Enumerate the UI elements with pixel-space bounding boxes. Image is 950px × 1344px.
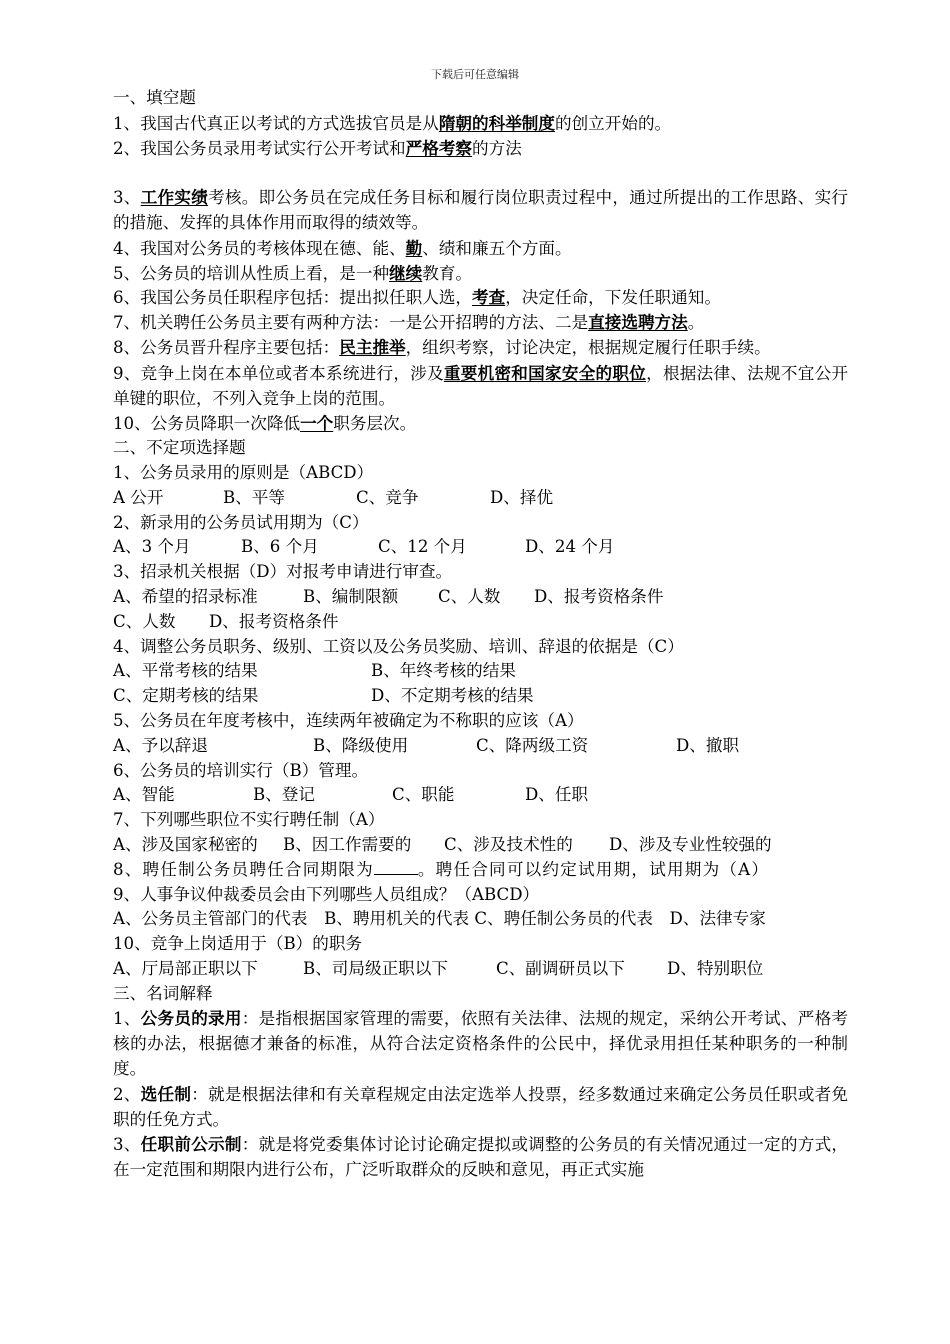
fill-question-3 xyxy=(113,185,848,236)
option: C、职能 xyxy=(392,785,455,805)
option: D、特别职位 xyxy=(667,958,764,978)
choice-question-stem: 9、人事争议仲裁委员会由下列哪些人员组成？（ABCD） xyxy=(113,884,540,904)
choice-options xyxy=(113,610,848,635)
option: A、3 个月 xyxy=(113,537,191,557)
choice-question-stem: 7、下列哪些职位不实行聘任制（A） xyxy=(113,810,385,830)
answer-text: 民主推举 xyxy=(339,336,406,357)
question-text: 6、我国公务员任职程序包括：提出拟任职人选， xyxy=(113,288,473,308)
option: C、副调研员以下 xyxy=(496,958,625,978)
choice-options xyxy=(113,659,848,684)
question-text: ，根据法律、法规不宜公开单键的职位，不列入竞争上岗的范围。 xyxy=(113,363,849,408)
option: B、年终考核的结果 xyxy=(371,661,516,681)
question-text: 8、公务员晋升程序主要包括： xyxy=(113,337,340,357)
question-text: 8、聘任制公务员聘任合同期限为 xyxy=(113,859,374,879)
option: D、报考资格条件 xyxy=(534,586,664,606)
choice-question-stem: 4、调整公务员职务、级别、工资以及公务员奖励、培训、辞退的依据是（C） xyxy=(113,636,684,656)
option: B、登记 xyxy=(253,785,315,805)
fill-question-6 xyxy=(113,285,848,310)
term-name: 任职前公示制 xyxy=(140,1134,242,1155)
option: C、竞争 xyxy=(356,487,419,507)
question-text: ，组织考察，讨论决定，根据规定履行任职手续。 xyxy=(405,337,771,357)
term-name: 选任制 xyxy=(140,1083,192,1104)
section-title: 二、不定项选择题 xyxy=(113,438,246,458)
answer-text: 严格考察 xyxy=(405,137,473,158)
choice-options xyxy=(113,535,848,560)
question-text: 职务层次。 xyxy=(333,414,417,434)
choice-question-stem: 2、新录用的公务员试用期为（C） xyxy=(113,512,369,532)
question-text: 。 xyxy=(687,313,705,333)
question-text: 3、 xyxy=(113,188,141,208)
term-text: ：就是将党委集体讨论讨论确定提拟或调整的公务员的有关情况通过一定的方式，在一定范围和期限内进行公布，广泛听取群众的反映和意见，再正式实施 xyxy=(113,1135,849,1180)
answer-text: 勤 xyxy=(405,237,423,258)
term-name: 公务员的录用 xyxy=(140,1008,242,1029)
term-definition-1 xyxy=(113,1006,848,1081)
section-title: 三、名词解释 xyxy=(113,983,213,1003)
choice-question-stem: 1、公务员录用的原则是（ABCD） xyxy=(113,462,374,482)
answer-text: 考查 xyxy=(472,287,506,308)
option: D、任职 xyxy=(525,785,589,805)
option: C、12 个月 xyxy=(378,537,467,557)
option: B、因工作需要的 xyxy=(283,834,412,854)
option: B、降级使用 xyxy=(313,735,409,755)
fill-question-8 xyxy=(113,335,848,361)
fill-question-9 xyxy=(113,361,848,412)
question-text: 教育。 xyxy=(422,263,473,283)
option: A 公开 xyxy=(113,487,164,507)
option: D、报考资格条件 xyxy=(209,611,339,631)
choice-question-8 xyxy=(113,858,848,883)
option: A、涉及国家秘密的 xyxy=(113,834,258,854)
choice-options xyxy=(113,833,848,858)
question-text: ，决定任命，下发任职通知。 xyxy=(505,288,721,308)
term-number: 2、 xyxy=(113,1084,141,1104)
option: D、择优 xyxy=(490,487,554,507)
question-text: 1、我国古代真正以考试的方式选拔官员是从 xyxy=(113,113,439,133)
choice-question-stem: 3、招录机关根据（D）对报考申请进行审查。 xyxy=(113,562,453,582)
option: C、人数 xyxy=(438,586,501,606)
document-body xyxy=(113,86,848,1183)
answer-text: 隋朝的科举制度 xyxy=(438,112,555,133)
option: B、编制限额 xyxy=(303,586,399,606)
question-text: 4、我国对公务员的考核体现在德、能、 xyxy=(113,238,406,258)
question-text: 、绩和廉五个方面。 xyxy=(422,238,572,258)
option: B、司局级正职以下 xyxy=(303,958,448,978)
answer-text: 工作实绩 xyxy=(140,187,209,208)
option: C、降两级工资 xyxy=(476,735,589,755)
option: C、涉及技术性的 xyxy=(444,834,573,854)
fill-question-2 xyxy=(113,136,848,161)
option: C、人数 xyxy=(113,611,176,631)
question-text: 的创立开始的。 xyxy=(555,113,672,133)
blank-line xyxy=(374,858,418,875)
section-title: 一、填空题 xyxy=(113,88,196,107)
answer-text: 一个 xyxy=(300,413,334,434)
question-text: 考核。即公务员在完成任务目标和履行岗位职责过程中，通过所提出的工作思路、实行的措施、发挥的具体作用而取得的绩效等。 xyxy=(113,188,849,232)
choice-question-stem: 5、公务员在年度考核中，连续两年被确定为不称职的应该（A） xyxy=(113,710,584,730)
question-text: 7、机关聘任公务员主要有两种方法：一是公开招聘的方法、二是 xyxy=(113,313,589,333)
option: D、24 个月 xyxy=(525,537,615,557)
choice-options xyxy=(113,734,848,759)
term-number: 1、 xyxy=(113,1009,141,1029)
question-text: 9、竞争上岗在本单位或者本系统进行，涉及 xyxy=(113,363,444,383)
term-text: ：是指根据国家管理的需要，依照有关法律、法规的规定，采纳公开考试、严格考核的办法，根据德才兼备的标准，从符合法定资格条件的公民中，择优录用担任某种职务的一种制度。 xyxy=(113,1009,849,1079)
question-text: 5、公务员的培训从性质上看，是一种 xyxy=(113,263,390,283)
page-header: 下载后可任意编辑 xyxy=(431,68,519,81)
option: A、智能 xyxy=(113,785,175,805)
term-definition-3 xyxy=(113,1132,848,1183)
option: D、涉及专业性较强的 xyxy=(609,834,772,854)
choice-options xyxy=(113,684,848,709)
question-text: 2、我国公务员录用考试实行公开考试和 xyxy=(113,138,406,158)
answer-text: 重要机密和国家安全的职位 xyxy=(443,362,647,383)
choice-options xyxy=(113,957,848,982)
spacer xyxy=(113,160,848,185)
term-definition-2 xyxy=(113,1082,848,1133)
choice-question-stem: 10、竞争上岗适用于（B）的职务 xyxy=(113,934,363,954)
fill-question-10 xyxy=(113,411,848,436)
option: D、撤职 xyxy=(676,735,740,755)
fill-question-7 xyxy=(113,310,848,335)
option: D、不定期考核的结果 xyxy=(371,686,534,706)
choice-options: A、公务员主管部门的代表 B、聘用机关的代表 C、聘任制公务员的代表 D、法律专家 xyxy=(113,909,766,929)
choice-options xyxy=(113,783,848,808)
question-text: 。聘任合同可以约定试用期，试用期为（A） xyxy=(417,859,770,879)
option: A、予以辞退 xyxy=(113,735,208,755)
option: A、厅局部正职以下 xyxy=(113,958,258,978)
choice-question-stem: 6、公务员的培训实行（B）管理。 xyxy=(113,760,369,780)
option: A、希望的招录标准 xyxy=(113,586,258,606)
option: C、定期考核的结果 xyxy=(113,686,259,706)
answer-text: 直接选聘方法 xyxy=(588,312,688,333)
choice-options xyxy=(113,585,848,610)
choice-options xyxy=(113,486,848,511)
term-text: ：就是根据法律和有关章程规定由法定选举人投票，经多数通过来确定公务员任职或者免职的任免方式。 xyxy=(113,1084,849,1129)
term-number: 3、 xyxy=(113,1135,141,1155)
option: B、平等 xyxy=(223,487,285,507)
fill-question-5 xyxy=(113,261,848,286)
option: A、平常考核的结果 xyxy=(113,661,258,681)
question-text: 的方法 xyxy=(472,138,522,158)
fill-question-4 xyxy=(113,236,848,261)
option: B、6 个月 xyxy=(241,537,319,557)
answer-text: 继续 xyxy=(389,262,423,283)
fill-question-1 xyxy=(113,111,848,136)
question-text: 10、公务员降职一次降低 xyxy=(113,414,301,434)
